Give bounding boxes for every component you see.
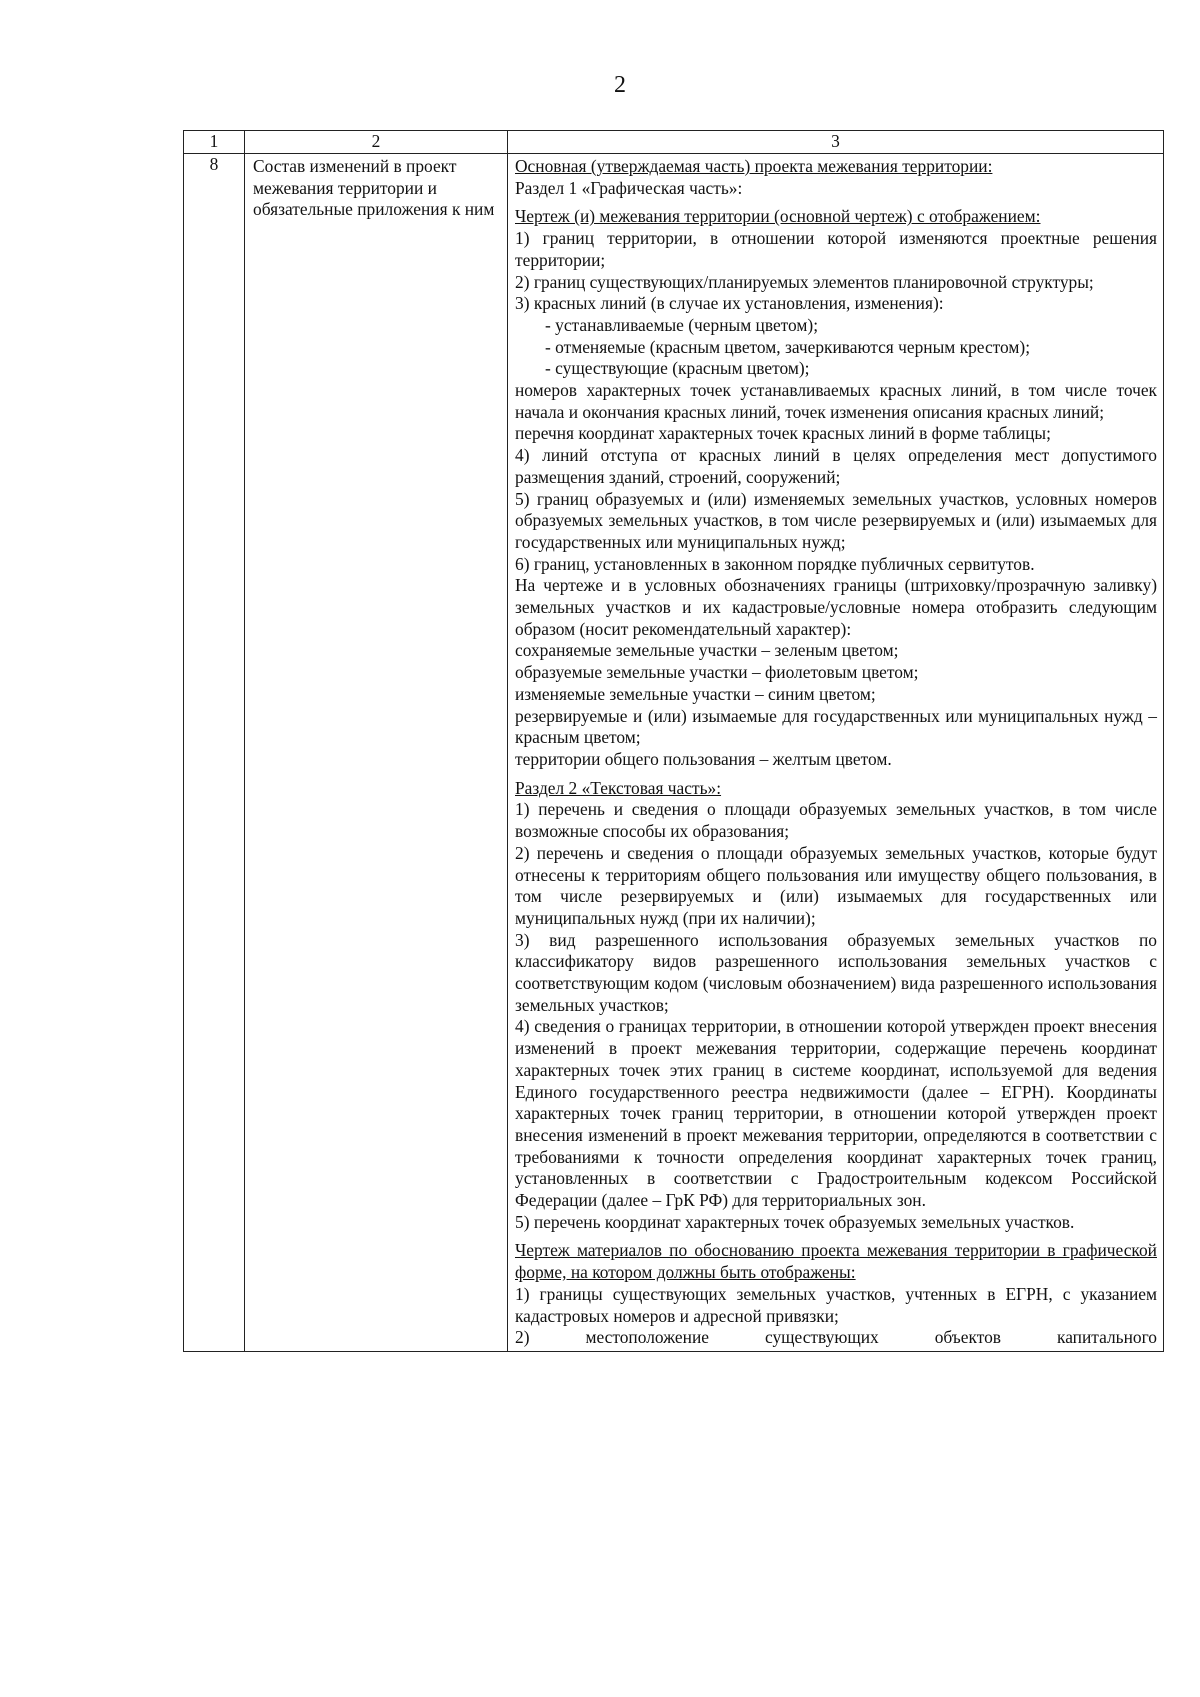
row-content: [508, 154, 1164, 1352]
row-title-text: Состав изменений в проект межевания территории и обязательные приложения к ним: [253, 156, 495, 220]
list-item: На чертеже и в условных обозначениях границы (штриховку/прозрачную заливку) земельных участков и их кадастровые/условные номера отобразить следующим образом (носит рекомендательный характер):: [515, 575, 1157, 639]
list-item: 5) перечень координат характерных точек образуемых земельных участков.: [515, 1211, 1075, 1232]
color-item: территории общего пользования – желтым цветом.: [515, 748, 892, 769]
redline-subitem: - существующие (красным цветом);: [545, 358, 810, 379]
color-item: резервируемые и (или) изымаемые для государственных или муниципальных нужд – красным цветом;: [515, 705, 1157, 748]
list-item: 2) местоположение существующих объектов капитального: [515, 1327, 1157, 1348]
page-number: 2: [614, 72, 626, 98]
list-item: 2) перечень и сведения о площади образуемых земельных участков, которые будут отнесены к территориям общего пользования или имуществу общего пользования, в том числе резервируемых и (или) изымаемых для государственных или муниципальных нужд (при их наличии);: [515, 842, 1157, 928]
list-item: перечня координат характерных точек красных линий в форме таблицы;: [515, 423, 1051, 444]
row-title: [245, 154, 508, 1352]
drawing-heading: Чертеж (и) межевания территории (основной чертеж) с отображением:: [515, 206, 1041, 227]
list-item: 1) границы существующих земельных участков, учтенных в ЕГРН, с указанием кадастровых номеров и адресной привязки;: [515, 1283, 1157, 1326]
list-item: номеров характерных точек устанавливаемых красных линий, в том числе точек начала и окончания красных линий, точек изменения описания красных линий;: [515, 380, 1157, 422]
list-item: 5) границ образуемых и (или) изменяемых земельных участков, условных номеров образуемых земельных участков, в том числе резервируемых и (или) изымаемых для государственных или муниципальных нужд;: [515, 488, 1157, 552]
table-header-row: [184, 131, 1164, 154]
column-header-3: 3: [508, 131, 1164, 154]
list-item: 4) линий отступа от красных линий в целях определения мест допустимого размещения зданий, строений, сооружений;: [515, 445, 1157, 487]
list-item: 3) красных линий (в случае их установления, изменения):: [515, 293, 944, 314]
list-item: 4) сведения о границах территории, в отношении которой утвержден проект внесения изменений в проект межевания территории, содержащие перечень координат характерных точек этих границ в системе координат, используемой для ведения Единого государственного реестра недвижимости (далее – ЕГРН). Координаты характерных точек границ территории, в отношении которой утвержден проект внесения изменений в проект межевания территории, определяются в соответствии с требованиями к точности определения координат характерных точек границ, установленных в соответствии с Градостроительным кодексом Российской Федерации (далее – ГрК РФ) для территориальных зон.: [515, 1016, 1157, 1211]
redline-subitem: - устанавливаемые (черным цветом);: [545, 314, 819, 335]
requirements-table: [183, 130, 1164, 1352]
list-item: 1) перечень и сведения о площади образуемых земельных участков, в том числе возможные способы их образования;: [515, 799, 1157, 842]
list-item: 2) границ существующих/планируемых элементов планировочной структуры;: [515, 271, 1094, 292]
color-item: изменяемые земельные участки – синим цветом;: [515, 683, 876, 704]
color-item: образуемые земельные участки – фиолетовым цветом;: [515, 662, 919, 683]
row-number: 8: [184, 154, 245, 1352]
section2-title: Раздел 2 «Текстовая часть»:: [515, 777, 722, 798]
column-header-1: 1: [184, 131, 245, 154]
list-item: 1) границ территории, в отношении которой изменяются проектные решения территории;: [515, 228, 1157, 270]
materials-heading: Чертеж материалов по обоснованию проекта межевания территории в графической форме, на котором должны быть отображены:: [515, 1240, 1157, 1283]
color-item: сохраняемые земельные участки – зеленым цветом;: [515, 640, 899, 661]
redline-subitem: - отменяемые (красным цветом, зачеркиваются черным крестом);: [545, 336, 1031, 357]
main-part-heading: Основная (утверждаемая часть) проекта межевания территории:: [515, 156, 993, 176]
table-row: [184, 154, 1164, 1352]
list-item: 6) границ, установленных в законном порядке публичных сервитутов.: [515, 553, 1035, 574]
column-header-2: 2: [245, 131, 508, 154]
section1-title: Раздел 1 «Графическая часть»:: [515, 177, 743, 198]
list-item: 3) вид разрешенного использования образуемых земельных участков по классификатору видов разрешенного использования земельных участков с соответствующим кодом (числовым обозначением) вида разрешенного использования земельных участков;: [515, 929, 1157, 1015]
